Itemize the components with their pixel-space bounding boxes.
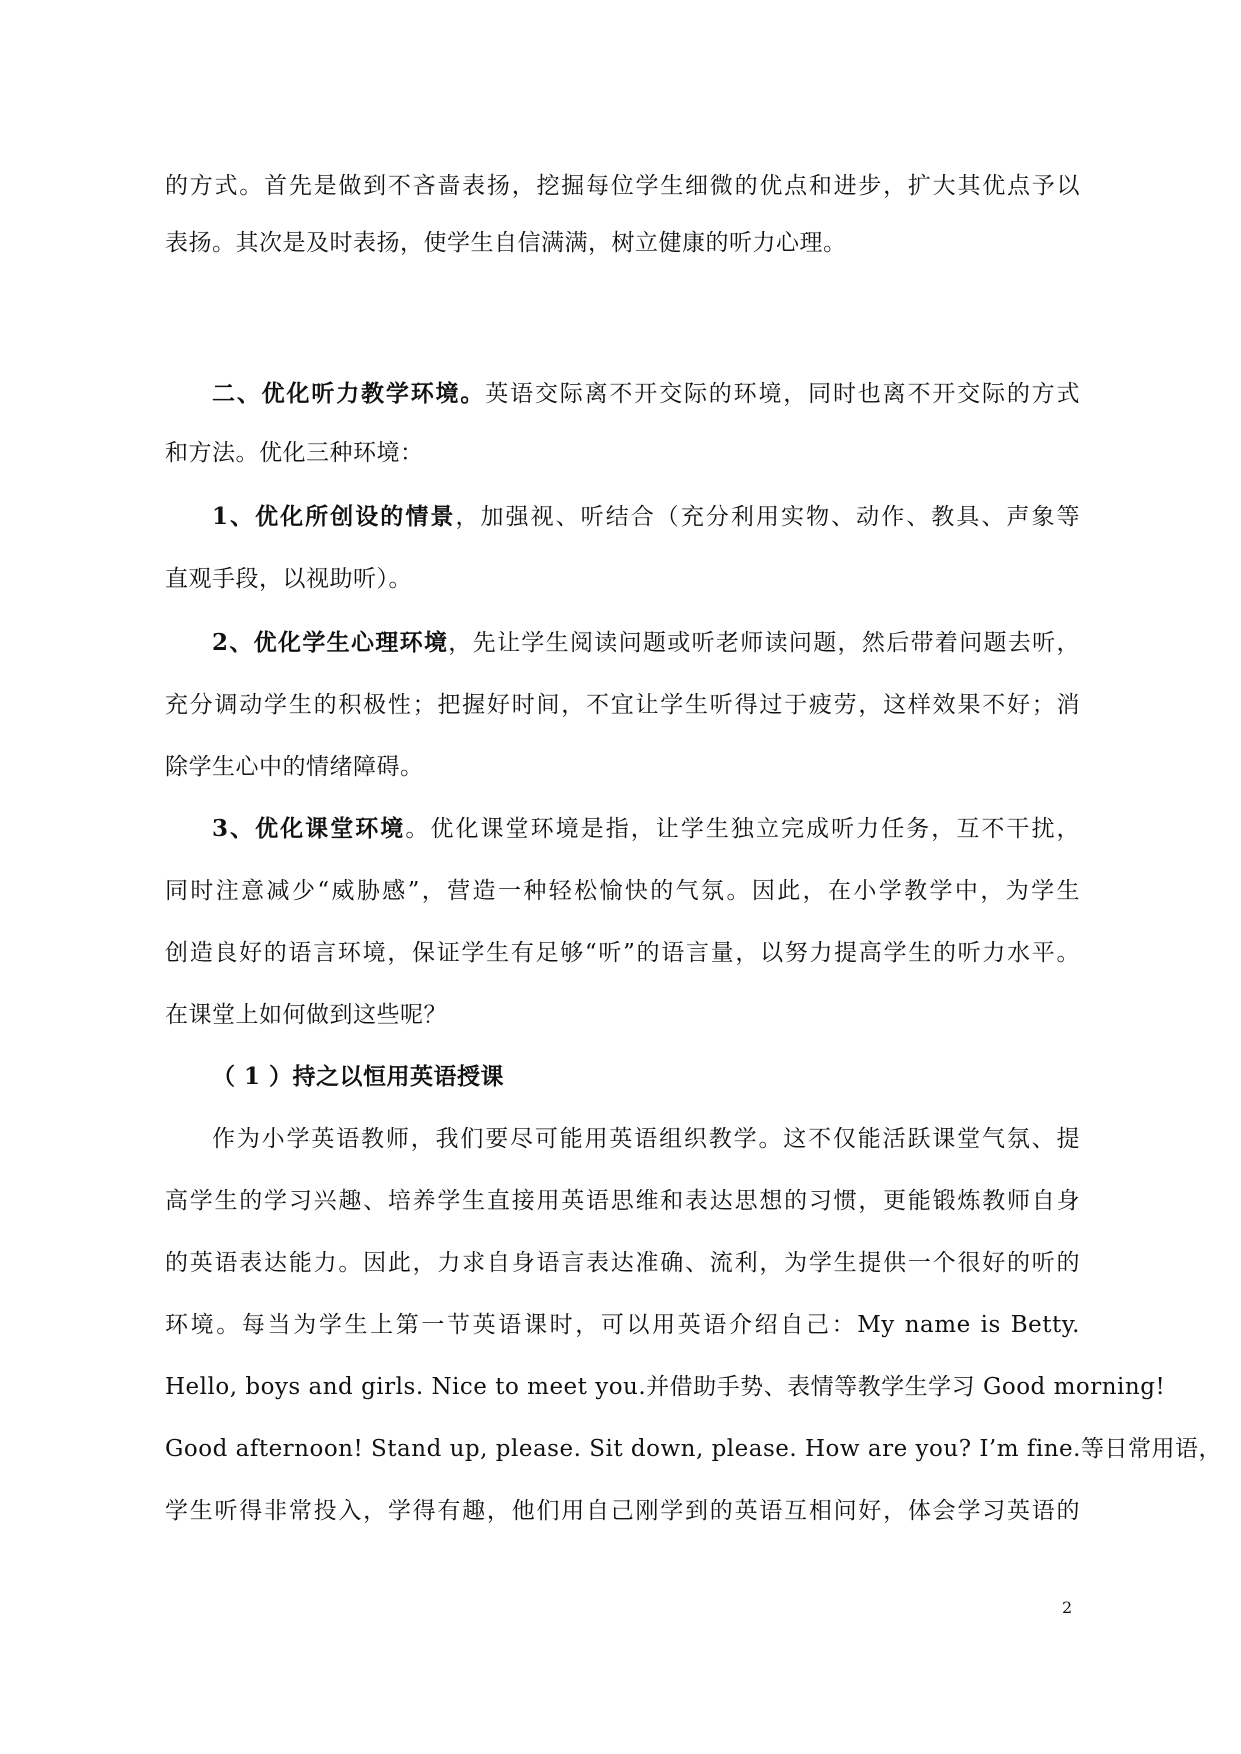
paragraph-line: Good afternoon! Stand up, please. Sit down, please. How are you? I’m fine.等日常用语，	[165, 1436, 1222, 1462]
paragraph-line: 的方式。首先是做到不吝啬表扬，挖掘每位学生细微的优点和进步，扩大其优点予以	[165, 173, 1080, 199]
section-heading-line: 二、优化听力教学环境。英语交际离不开交际的环境，同时也离不开交际的方式	[212, 380, 1081, 407]
paragraph-line: 直观手段，以视助听）。	[165, 566, 412, 592]
paragraph-line: 的英语表达能力。因此，力求自身语言表达准确、流利，为学生提供一个很好的听的	[165, 1250, 1080, 1276]
paragraph-line: 在课堂上如何做到这些呢？	[165, 1002, 447, 1028]
list-item-line: 1、优化所创设的情景，加强视、听结合（充分利用实物、动作、教具、声象等	[212, 503, 1081, 530]
list-item-heading: 3、优化课堂环境	[212, 815, 406, 842]
page-number: 2	[1062, 1598, 1073, 1617]
paragraph-line: 表扬。其次是及时表扬，使学生自信满满，树立健康的听力心理。	[165, 230, 847, 256]
paragraph-line: 环境。每当为学生上第一节英语课时，可以用英语介绍自己：My name is Betty.	[165, 1312, 1080, 1338]
paragraph-line: 除学生心中的情绪障碍。	[165, 754, 424, 780]
section-heading: 二、优化听力教学环境。	[212, 380, 486, 407]
paragraph-line: 和方法。优化三种环境：	[165, 440, 424, 466]
paragraph-line: 作为小学英语教师，我们要尽可能用英语组织教学。这不仅能活跃课堂气氛、提	[212, 1126, 1080, 1152]
paragraph-line: 同时注意减少“威胁感”，营造一种轻松愉快的气氛。因此，在小学教学中，为学生	[165, 878, 1080, 904]
subsection-heading-line	[212, 1061, 1080, 1093]
subsection-heading: （ 1 ）持之以恒用英语授课	[212, 1063, 505, 1090]
paragraph-line: Hello, boys and girls. Nice to meet you.并借助手势、表情等教学生学习 Good morning!	[165, 1374, 1166, 1400]
list-item-heading: 2、优化学生心理环境	[212, 629, 449, 656]
list-item-line: 2、优化学生心理环境，先让学生阅读问题或听老师读问题，然后带着问题去听，	[212, 629, 1080, 656]
paragraph-line: 充分调动学生的积极性；把握好时间，不宜让学生听得过于疲劳，这样效果不好；消	[165, 692, 1080, 718]
list-item-line: 3、优化课堂环境。优化课堂环境是指，让学生独立完成听力任务，互不干扰，	[212, 815, 1080, 842]
list-item-heading: 1、优化所创设的情景	[212, 503, 456, 530]
paragraph-line: 高学生的学习兴趣、培养学生直接用英语思维和表达思想的习惯，更能锻炼教师自身	[165, 1188, 1080, 1214]
paragraph-line: 学生听得非常投入，学得有趣，他们用自己刚学到的英语互相问好，体会学习英语的	[165, 1498, 1080, 1524]
paragraph-line: 创造良好的语言环境，保证学生有足够“听”的语言量，以努力提高学生的听力水平。	[165, 940, 1080, 966]
